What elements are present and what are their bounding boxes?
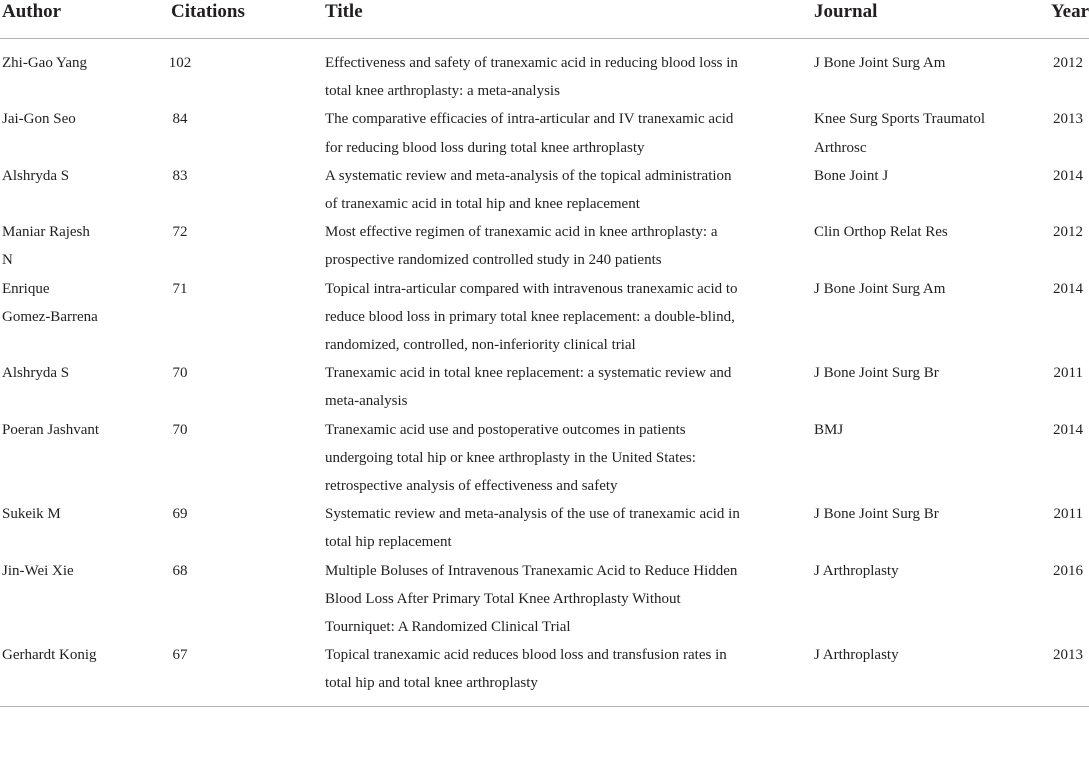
title-cell: Topical tranexamic acid reduces blood loss and transfusion rates in total hip and total knee arthroplasty [320, 641, 810, 706]
table-row [0, 359, 1089, 415]
author-cell: Alshryda S [2, 365, 70, 382]
citations-cell: 72 [172, 224, 188, 241]
year-cell: 2013 [1010, 641, 1089, 706]
citations-cell: 71 [172, 280, 188, 297]
title-cell: The comparative efficacies of intra-articular and IV tranexamic acid for reducing blood loss during total knee arthroplasty [325, 111, 734, 156]
author-cell: Enrique Gomez-Barrena [2, 280, 98, 325]
table-row [0, 641, 1089, 706]
author-cell: Alshryda S [2, 167, 70, 184]
year-cell: 2014 [1053, 421, 1083, 438]
journal-cell: J Bone Joint Surg Br [814, 365, 939, 382]
title-cell: Most effective regimen of tranexamic acid in knee arthroplasty: a prospective randomized controlled study in 240 patients [325, 224, 718, 269]
journal-cell: Bone Joint J [814, 167, 889, 184]
journal-cell: Knee Surg Sports Traumatol Arthrosc [814, 111, 985, 156]
citations-cell: 68 [172, 562, 188, 579]
title-cell: Tranexamic acid use and postoperative outcomes in patients undergoing total hip or knee arthroplasty in the United States: retrospective analysis of effectiveness and safety [325, 421, 696, 495]
table-body [0, 39, 1089, 707]
table-row [0, 275, 1089, 360]
citations-cell: 70 [172, 365, 188, 382]
author-cell: Zhi-Gao Yang [2, 55, 87, 71]
author-cell: Maniar Rajesh N [2, 224, 90, 269]
journal-cell: J Arthroplasty [814, 562, 899, 579]
author-cell: Sukeik M [2, 506, 61, 523]
citations-cell: 70 [172, 421, 188, 438]
title-cell: A systematic review and meta-analysis of the topical administration of tranexamic acid in total hip and knee replacement [325, 167, 732, 213]
year-cell: 2012 [1053, 224, 1083, 241]
title-cell: Tranexamic acid in total knee replacement: a systematic review and meta-analysis [325, 365, 732, 410]
column-header-year: Year [1010, 0, 1089, 39]
table-row [0, 218, 1089, 274]
citations-cell: 84 [172, 111, 188, 128]
citations-cell: 83 [172, 167, 188, 184]
column-header-journal: Journal [810, 0, 1010, 39]
journal-cell: BMJ [814, 421, 844, 438]
year-cell: 2012 [1053, 55, 1083, 71]
year-cell: 2013 [1053, 111, 1083, 128]
table-row [0, 105, 1089, 161]
table-row [0, 500, 1089, 556]
column-header-author: Author [0, 0, 140, 39]
year-cell: 2016 [1053, 562, 1083, 579]
journal-cell: J Bone Joint Surg Br [814, 506, 939, 523]
column-header-citations: Citations [140, 0, 320, 39]
author-cell: Gerhardt Konig [0, 641, 140, 706]
column-header-title: Title [320, 0, 810, 39]
citations-cell: 67 [140, 641, 320, 706]
journal-cell: Clin Orthop Relat Res [814, 224, 948, 241]
year-cell: 2014 [1053, 167, 1083, 184]
citations-cell: 69 [172, 506, 188, 523]
author-cell: Jin-Wei Xie [2, 562, 74, 579]
table-header [0, 0, 1089, 39]
year-cell: 2014 [1053, 280, 1083, 297]
table-row [0, 557, 1089, 642]
year-cell: 2011 [1053, 506, 1083, 523]
title-cell: Topical intra-articular compared with intravenous tranexamic acid to reduce blood loss in primary total knee replacement: a double-blind, randomized, controlled, non-inferiority clinical trial [325, 280, 738, 354]
journal-cell: J Bone Joint Surg Am [814, 55, 946, 71]
title-cell: Systematic review and meta-analysis of the use of tranexamic acid in total hip replacement [325, 506, 740, 551]
table-row [0, 162, 1089, 218]
header-row [0, 0, 1089, 39]
table-row [0, 39, 1089, 106]
title-cell: Effectiveness and safety of tranexamic acid in reducing blood loss in total knee arthroplasty: a meta-analysis [325, 55, 738, 100]
author-cell: Poeran Jashvant [2, 421, 100, 438]
title-cell: Multiple Boluses of Intravenous Tranexamic Acid to Reduce Hidden Blood Loss After Primary Total Knee Arthroplasty Without Tourniquet: A Randomized Clinical Trial [325, 562, 738, 636]
journal-cell: J Arthroplasty [810, 641, 1010, 706]
year-cell: 2011 [1053, 365, 1083, 382]
journal-cell: J Bone Joint Surg Am [814, 280, 946, 297]
table-row [0, 416, 1089, 501]
author-cell: Jai-Gon Seo [2, 111, 76, 128]
citations-cell: 102 [168, 55, 192, 71]
